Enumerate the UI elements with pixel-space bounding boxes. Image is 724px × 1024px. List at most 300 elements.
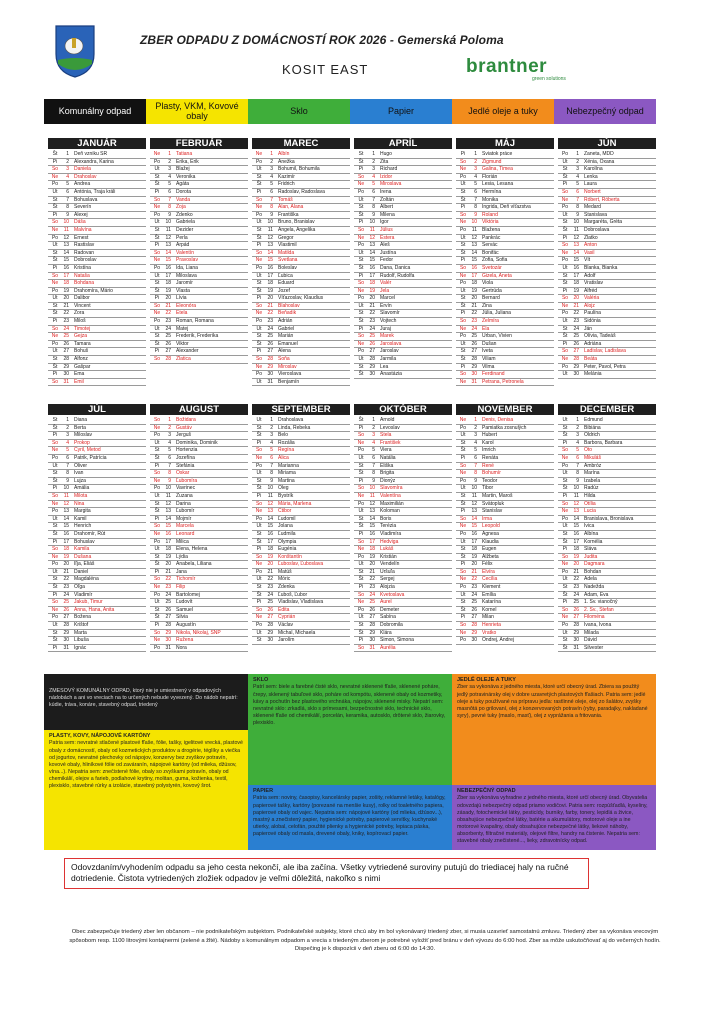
name-day: Lesia, Lesana [482, 181, 514, 188]
day-number: 20 [369, 561, 375, 568]
day-number: 6 [576, 454, 579, 461]
weekday: Po [357, 553, 365, 560]
day-row [48, 546, 146, 554]
day-row [48, 189, 146, 197]
name-day: Víťazoslav, Klaudius [278, 295, 324, 302]
day-row [150, 607, 248, 615]
day-row [48, 181, 146, 189]
day-row [456, 561, 554, 569]
day-number: 8 [66, 204, 69, 211]
name-day: Tamara [74, 340, 91, 347]
day-row [558, 310, 656, 318]
weekday: So [459, 515, 467, 522]
weekday: So [459, 158, 467, 165]
weekday: Ne [51, 280, 59, 287]
day-row [48, 531, 146, 539]
name-day: Norbert [584, 188, 601, 195]
name-day: Nadežda [584, 584, 605, 591]
name-day: Anežka [278, 158, 295, 165]
weekday: Ne [357, 599, 365, 606]
name-day: Milota [74, 492, 88, 499]
weekday: Št [460, 606, 466, 613]
day-row [150, 250, 248, 258]
day-row [456, 425, 554, 433]
legend-item: Papier [350, 99, 452, 124]
day-row [456, 523, 554, 531]
weekday: So [357, 333, 365, 340]
day-number: 3 [168, 166, 171, 173]
day-number: 18 [267, 546, 273, 553]
weekday: Po [561, 310, 569, 317]
name-day: Lýdia [176, 553, 188, 560]
weekday: Ne [255, 151, 263, 157]
day-number: 20 [165, 295, 171, 302]
day-number: 23 [165, 318, 171, 325]
day-number: 24 [369, 591, 375, 598]
name-day: Bystrík [278, 492, 294, 499]
weekday: Pi [154, 462, 160, 469]
name-day: Lívia [176, 295, 187, 302]
day-row [558, 166, 656, 174]
weekday: Po [153, 485, 161, 492]
day-row [150, 348, 248, 356]
name-day: Valentína [380, 492, 401, 499]
day-number: 5 [474, 181, 477, 188]
name-day: Adam, Eva [584, 591, 609, 598]
weekday: St [562, 424, 568, 431]
day-row [354, 318, 452, 326]
day-number: 22 [165, 310, 171, 317]
weekday: St [154, 500, 160, 507]
day-number: 25 [369, 333, 375, 340]
day-number: 12 [267, 234, 273, 241]
day-row [252, 151, 350, 159]
weekday: St [562, 219, 568, 226]
name-day: Albín [278, 151, 290, 157]
day-row [48, 318, 146, 326]
weekday: Po [357, 606, 365, 613]
day-row [354, 242, 452, 250]
name-day: Jarolím [278, 637, 295, 644]
day-row [150, 318, 248, 326]
weekday: Št [256, 234, 262, 241]
day-number: 27 [471, 614, 477, 621]
waste-info-section [44, 674, 656, 850]
name-day: Prokop [74, 439, 90, 446]
day-number: 9 [168, 477, 171, 484]
day-number: 23 [63, 318, 69, 325]
weekday: Po [459, 280, 467, 287]
day-number: 25 [267, 599, 273, 606]
weekday: Pi [460, 204, 466, 211]
name-day: Václav [278, 622, 294, 629]
weekday: Št [562, 485, 568, 492]
day-number: 26 [573, 340, 579, 347]
weekday: Št [562, 538, 568, 545]
day-row [456, 371, 554, 379]
day-row [252, 379, 350, 387]
name-day: Anna, Hana, Anita [74, 606, 115, 613]
weekday: Ne [51, 447, 59, 454]
name-day: Vieroslava [278, 371, 302, 378]
day-row [252, 273, 350, 281]
day-row [48, 508, 146, 516]
day-number: 7 [474, 196, 477, 203]
day-number: 19 [63, 553, 69, 560]
weekday: St [256, 226, 262, 233]
weekday: Št [256, 591, 262, 598]
day-row [354, 235, 452, 243]
day-number: 4 [66, 439, 69, 446]
weekday: Št [154, 340, 160, 347]
day-number: 17 [573, 272, 579, 279]
weekday: Ne [255, 614, 263, 621]
month-title: DECEMBER [558, 404, 656, 415]
day-row [150, 242, 248, 250]
weekday: Št [52, 584, 58, 591]
month-calendar [352, 138, 454, 386]
name-day: Vanda [176, 196, 191, 203]
weekday: St [52, 470, 58, 477]
weekday: Ne [561, 249, 569, 256]
name-day: Bohdan [584, 568, 602, 575]
day-number: 19 [267, 553, 273, 560]
weekday: Št [460, 356, 466, 363]
day-row [456, 242, 554, 250]
name-day: Sláva [584, 546, 597, 553]
weekday: Pi [154, 242, 160, 249]
day-number: 14 [267, 515, 273, 522]
weekday: St [460, 546, 466, 553]
name-day: Jela [380, 287, 390, 294]
weekday: Po [561, 622, 569, 629]
day-row [558, 348, 656, 356]
weekday: Pi [562, 340, 568, 347]
day-row [354, 592, 452, 600]
day-number: 22 [573, 310, 579, 317]
month-title: NOVEMBER [456, 404, 554, 415]
day-row [252, 432, 350, 440]
name-day: 2. Sv., Štefan [584, 606, 614, 613]
day-number: 13 [471, 508, 477, 515]
day-row [456, 493, 554, 501]
day-row [150, 303, 248, 311]
day-row [354, 326, 452, 334]
name-day: Izabela [584, 477, 601, 484]
info-jedle-title: JEDLÉ OLEJE A TUKY [457, 677, 516, 683]
day-row [150, 295, 248, 303]
day-number: 18 [63, 546, 69, 553]
day-number: 6 [270, 454, 273, 461]
name-day: Dávid [584, 637, 597, 644]
day-row [558, 235, 656, 243]
day-row [558, 151, 656, 159]
day-number: 30 [369, 637, 375, 644]
day-row [558, 463, 656, 471]
day-row [150, 614, 248, 622]
month-calendar [250, 404, 352, 652]
day-number: 20 [267, 561, 273, 568]
weekday: Pi [358, 272, 364, 279]
day-number: 8 [576, 470, 579, 477]
day-number: 5 [576, 181, 579, 188]
weekday: Po [459, 637, 467, 644]
name-day: Gertrúda [482, 287, 502, 294]
day-number: 17 [267, 272, 273, 279]
day-number: 9 [66, 477, 69, 484]
day-row [456, 501, 554, 509]
day-number: 19 [573, 553, 579, 560]
day-number: 1 [66, 151, 69, 157]
weekday: St [562, 477, 568, 484]
name-day: Miloslav [74, 432, 93, 439]
weekday: Ut [154, 492, 160, 499]
day-number: 17 [369, 272, 375, 279]
day-number: 17 [471, 538, 477, 545]
name-day: Aleš [380, 242, 390, 249]
weekday: St [358, 257, 364, 264]
day-number: 25 [573, 333, 579, 340]
weekday: Po [357, 348, 365, 355]
name-day: Dobroslava [584, 226, 610, 233]
name-day: Jozef [278, 287, 290, 294]
weekday: St [52, 302, 58, 309]
weekday: Po [255, 515, 263, 522]
day-number: 20 [573, 561, 579, 568]
day-row [48, 485, 146, 493]
weekday: Pi [52, 644, 58, 651]
day-number: 12 [369, 234, 375, 241]
weekday: Po [255, 462, 263, 469]
day-number: 6 [474, 454, 477, 461]
day-row [558, 561, 656, 569]
day-row [150, 630, 248, 638]
day-row [354, 189, 452, 197]
month-calendar [148, 138, 250, 386]
day-row [558, 576, 656, 584]
day-number: 14 [369, 515, 375, 522]
name-day: Marek [380, 333, 394, 340]
weekday: St [562, 637, 568, 644]
name-day: Sviatok práce [482, 151, 513, 157]
name-day: Klaudia [482, 538, 499, 545]
weekday: St [460, 492, 466, 499]
name-day: Iveta [482, 348, 493, 355]
month-calendar [454, 138, 556, 386]
day-number: 1 [168, 417, 171, 423]
weekday: Po [153, 591, 161, 598]
name-day: Katarína [482, 599, 501, 606]
weekday: Po [459, 226, 467, 233]
day-row [456, 470, 554, 478]
name-day: Demeter [380, 606, 400, 613]
month-calendar [556, 138, 658, 386]
day-row [456, 637, 554, 645]
day-number: 6 [372, 188, 375, 195]
name-day: Milan [482, 614, 494, 621]
day-number: 19 [63, 287, 69, 294]
name-day: Emil [74, 378, 84, 385]
name-day: Oldrich [584, 432, 600, 439]
day-row [252, 227, 350, 235]
day-row [456, 310, 554, 318]
name-day: Kamil [74, 515, 87, 522]
weekday: Ut [154, 325, 160, 332]
weekday: So [255, 302, 263, 309]
weekday: Po [51, 181, 59, 188]
name-day: Juraj [380, 325, 391, 332]
weekday: Pi [562, 546, 568, 553]
name-day: Ladislav, Ladislava [584, 348, 626, 355]
day-row [354, 622, 452, 630]
weekday: Po [561, 515, 569, 522]
weekday: Pi [460, 257, 466, 264]
day-row [558, 242, 656, 250]
name-day: Brigita [380, 470, 395, 477]
day-row [150, 159, 248, 167]
weekday: Ne [561, 196, 569, 203]
day-row [150, 455, 248, 463]
day-number: 29 [267, 363, 273, 370]
day-number: 20 [573, 295, 579, 302]
day-row [252, 310, 350, 318]
day-number: 26 [573, 606, 579, 613]
day-row [456, 197, 554, 205]
weekday: Pi [460, 310, 466, 317]
day-row [48, 501, 146, 509]
name-day: Kvetoslava [380, 591, 405, 598]
day-number: 17 [471, 272, 477, 279]
day-row [252, 303, 350, 311]
day-number: 30 [63, 371, 69, 378]
day-number: 18 [165, 546, 171, 553]
day-row [150, 531, 248, 539]
weekday: Pi [52, 591, 58, 598]
day-row [252, 478, 350, 486]
day-row [354, 546, 452, 554]
weekday: Po [153, 538, 161, 545]
weekday: Ne [153, 204, 161, 211]
name-day: Bartolomej [176, 591, 200, 598]
day-number: 23 [369, 584, 375, 591]
name-day: Milena [380, 211, 395, 218]
name-day: Hortenzia [176, 447, 198, 454]
day-row [150, 425, 248, 433]
weekday: Ut [256, 417, 262, 423]
day-row [456, 295, 554, 303]
day-row [48, 326, 146, 334]
day-number: 5 [270, 181, 273, 188]
day-row [48, 310, 146, 318]
day-number: 7 [474, 462, 477, 469]
day-row [48, 432, 146, 440]
day-number: 14 [63, 249, 69, 256]
name-day: Ambróz [584, 462, 602, 469]
name-day: Félix [482, 561, 493, 568]
weekday: Po [153, 264, 161, 271]
weekday: Ne [51, 500, 59, 507]
day-number: 24 [573, 325, 579, 332]
name-day: Marianna [278, 462, 299, 469]
day-row [48, 197, 146, 205]
day-row [456, 576, 554, 584]
day-row [558, 174, 656, 182]
name-day: Svetlana [278, 257, 298, 264]
day-number: 1 [66, 417, 69, 423]
day-number: 7 [372, 196, 375, 203]
day-number: 30 [267, 637, 273, 644]
weekday: So [153, 629, 161, 636]
name-day: Blanka, Bianka [584, 264, 618, 271]
weekday: Ut [52, 515, 58, 522]
name-day: Radoslav, Radoslava [278, 188, 325, 195]
name-day: Simon, Simona [380, 637, 414, 644]
day-number: 11 [63, 226, 69, 233]
name-day: Otília [584, 500, 596, 507]
weekday: Št [154, 181, 160, 188]
day-row [558, 326, 656, 334]
day-number: 26 [267, 606, 273, 613]
weekday: Po [153, 318, 161, 325]
day-row [456, 219, 554, 227]
day-row [150, 189, 248, 197]
name-day: Valér [380, 280, 392, 287]
name-day: Boleslav [278, 264, 297, 271]
day-row [354, 478, 452, 486]
name-day: Vladislav, Vladislava [278, 599, 324, 606]
weekday: So [255, 553, 263, 560]
weekday: Št [256, 181, 262, 188]
day-row [150, 463, 248, 471]
weekday: Ut [460, 340, 466, 347]
weekday: Ne [255, 363, 263, 370]
name-day: Mojmír [176, 515, 192, 522]
name-day: Perla [176, 234, 188, 241]
name-day: Bibiána [584, 424, 601, 431]
day-row [150, 539, 248, 547]
day-row [456, 531, 554, 539]
day-number: 3 [372, 166, 375, 173]
name-day: Zlatko [584, 234, 598, 241]
name-day: Rudolf, Rudolfa [380, 272, 415, 279]
name-day: Dobroslav [74, 257, 97, 264]
name-day: Ružena [176, 637, 194, 644]
weekday: So [561, 242, 569, 249]
weekday: St [460, 188, 466, 195]
weekday: Pi [562, 492, 568, 499]
day-row [558, 478, 656, 486]
weekday: Po [357, 188, 365, 195]
day-number: 13 [369, 508, 375, 515]
name-day: Ondrej, Andrej [482, 637, 514, 644]
day-row [150, 333, 248, 341]
day-row [252, 599, 350, 607]
day-number: 14 [573, 515, 579, 522]
day-row [48, 539, 146, 547]
day-row [48, 364, 146, 372]
weekday: Ne [561, 356, 569, 363]
name-day: Oskar [176, 470, 190, 477]
day-number: 3 [474, 166, 477, 173]
day-number: 5 [372, 181, 375, 188]
day-number: 21 [471, 302, 477, 309]
name-day: Cecília [482, 576, 498, 583]
day-number: 20 [471, 295, 477, 302]
name-day: Bohumír [482, 470, 501, 477]
month-title: JANUÁR [48, 138, 146, 149]
weekday: St [562, 272, 568, 279]
day-number: 18 [63, 280, 69, 287]
